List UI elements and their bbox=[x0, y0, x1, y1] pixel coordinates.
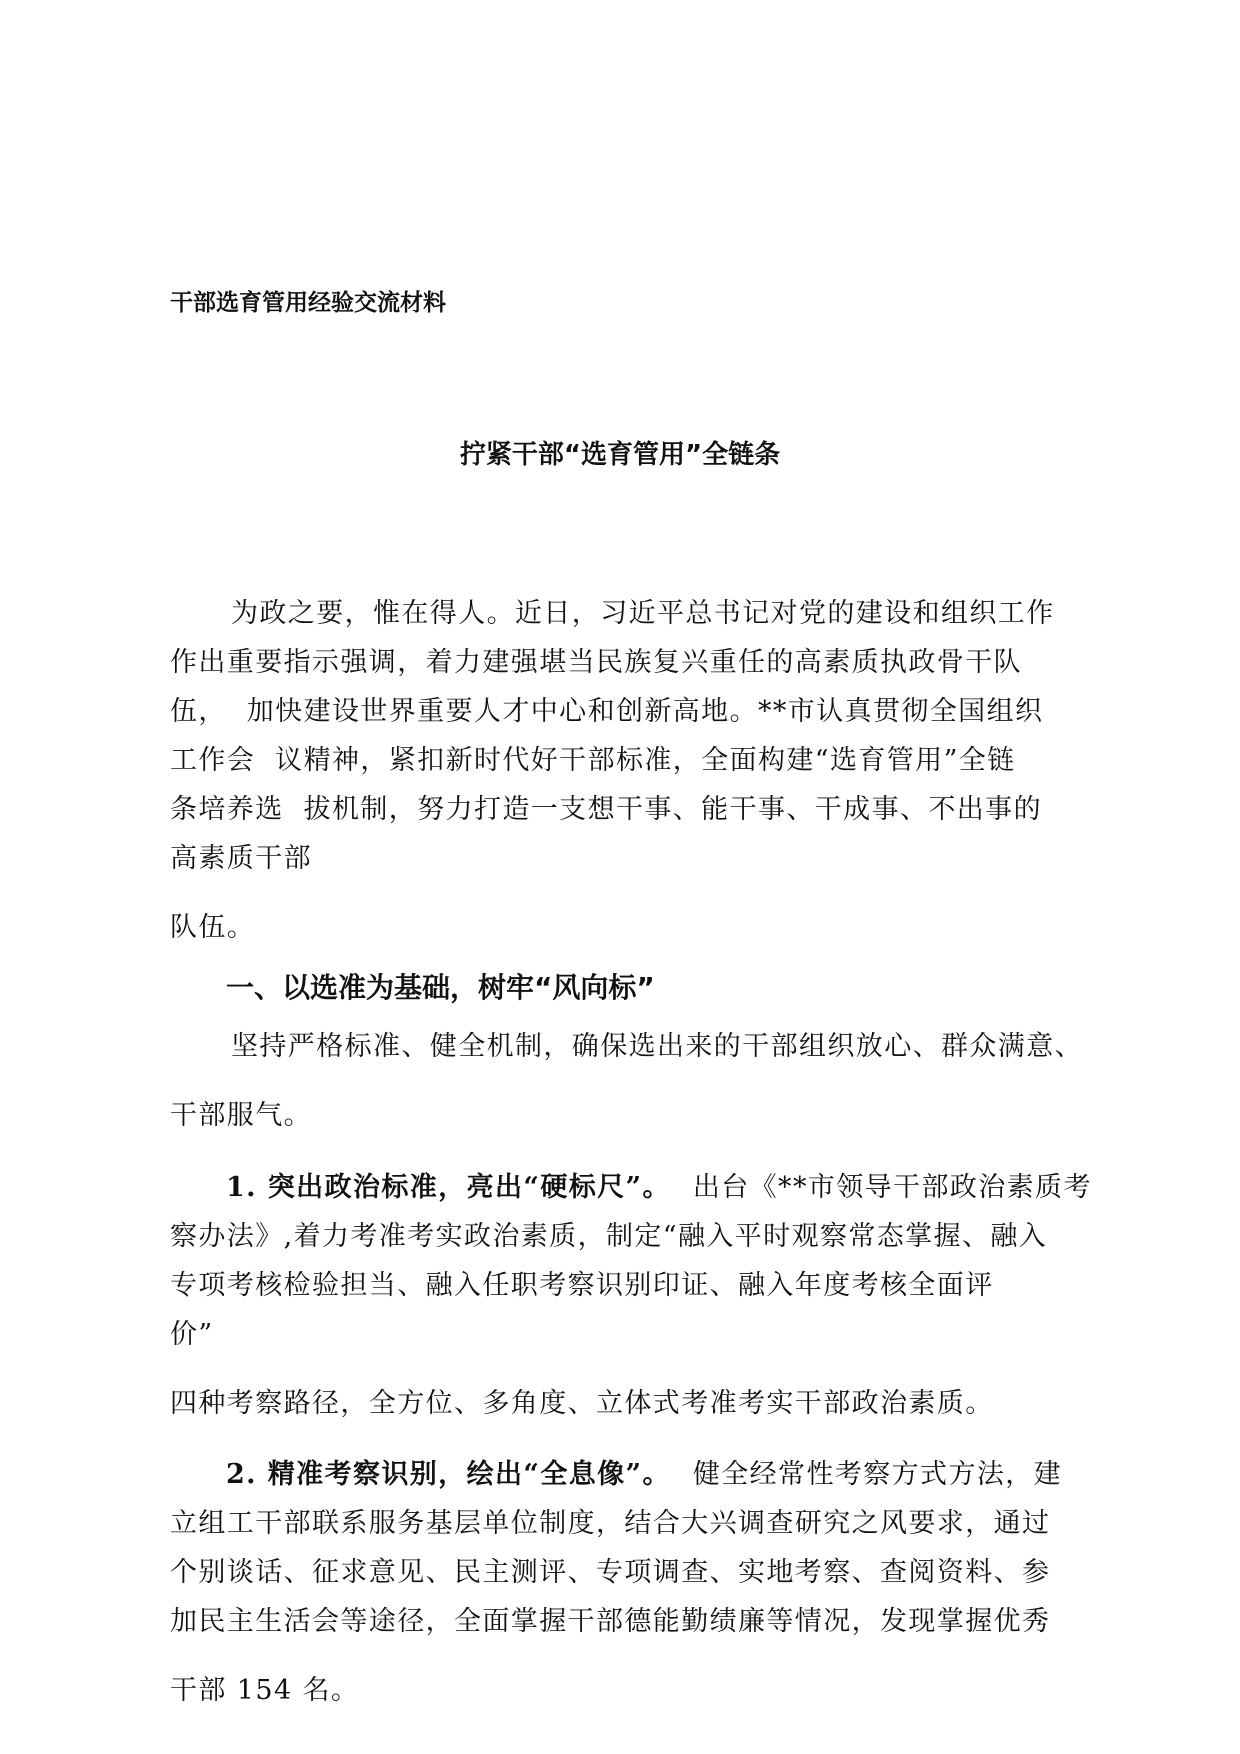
intro-line: 工作会 议精神，紧扣新时代好干部标准，全面构建“选育管用”全链 bbox=[170, 745, 1016, 776]
intro-line: 作出重要指示强调，着力建强堪当民族复兴重任的高素质执政骨干队 bbox=[170, 647, 1022, 678]
item-line: 健全经常性考察方式方法，建 bbox=[692, 1459, 1063, 1490]
item-paragraph bbox=[226, 1458, 1062, 1492]
item-line: 立组工干部联系服务基层单位制度，结合大兴调查研究之风要求，通过 bbox=[170, 1508, 1051, 1539]
item-line: 加民主生活会等途径，全面掌握干部德能勤绩廉等情况，发现掌握优秀 bbox=[170, 1606, 1051, 1637]
item-line: 察办法》,着力考准考实政治素质，制定“融入平时观察常态掌握、融入 bbox=[170, 1221, 1048, 1252]
document-label: 干部选育管用经验交流材料 bbox=[170, 290, 446, 316]
intro-line: 条培养选 拔机制，努力打造一支想干事、能干事、干成事、不出事的 bbox=[170, 794, 1042, 825]
section-intro-line: 干部服气。 bbox=[170, 1100, 312, 1131]
item-heading: 1. 突出政治标准，亮出“硬标尺”。 bbox=[226, 1172, 671, 1203]
document-title: 拧紧干部“选育管用”全链条 bbox=[459, 440, 781, 470]
section-heading: 一、以选准为基础，树牢“风向标” bbox=[226, 971, 655, 1004]
item-heading: 2. 精准考察识别，绘出“全息像”。 bbox=[226, 1459, 671, 1490]
item-line: 个别谈话、征求意见、民主测评、专项调查、实地考察、查阅资料、参 bbox=[170, 1557, 1051, 1588]
intro-line: 为政之要，惟在得人。近日，习近平总书记对党的建设和组织工作 bbox=[231, 598, 1055, 629]
item-line: 价” bbox=[170, 1319, 214, 1350]
item-line: 出台《**市领导干部政治素质考 bbox=[692, 1172, 1092, 1203]
section-intro-line: 坚持严格标准、健全机制，确保选出来的干部组织放心、群众满意、 bbox=[231, 1031, 1083, 1062]
intro-line: 队伍。 bbox=[170, 912, 256, 943]
item-paragraph bbox=[226, 1171, 1092, 1205]
item-line: 四种考察路径，全方位、多角度、立体式考准考实干部政治素质。 bbox=[170, 1388, 994, 1419]
intro-line: 伍， 加快建设世界重要人才中心和创新高地。**市认真贯彻全国组织 bbox=[170, 696, 1044, 727]
item-line: 专项考核检验担当、融入任职考察识别印证、融入年度考核全面评 bbox=[170, 1270, 994, 1301]
item-line: 干部 154 名。 bbox=[170, 1675, 360, 1706]
intro-line: 高素质干部 bbox=[170, 843, 312, 874]
